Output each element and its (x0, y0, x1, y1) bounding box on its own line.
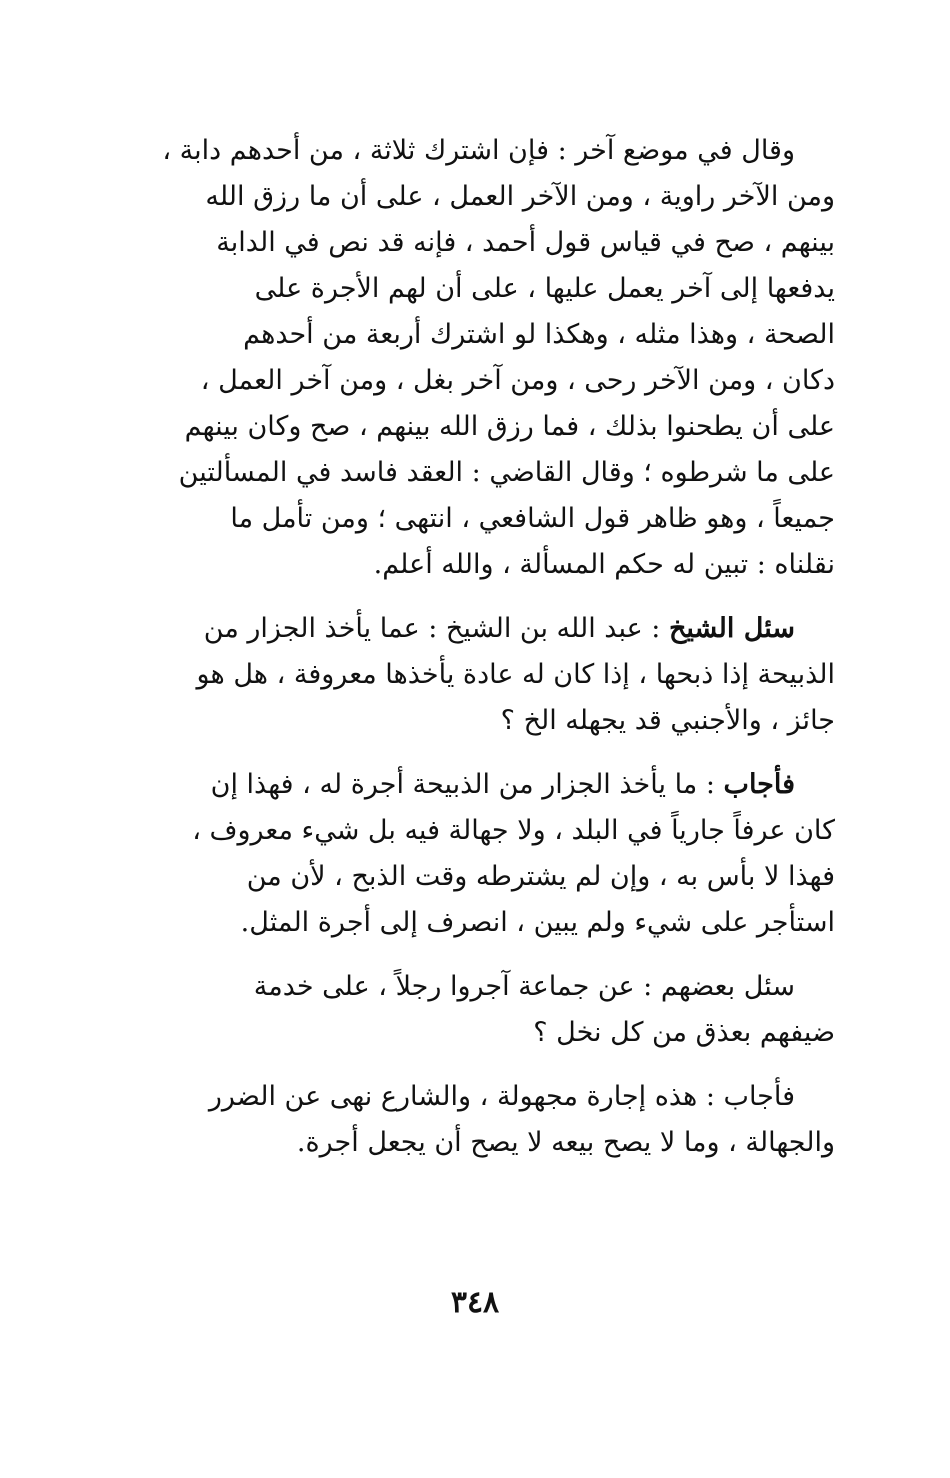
text-line: فهذا لا بأس به ، وإن لم يشترطه وقت الذبح ، لأن من (246, 861, 835, 892)
paragraph-gap (95, 588, 835, 606)
page-number: ٣٤٨ (450, 1285, 500, 1320)
text-line: ومن الآخر راوية ، ومن الآخر العمل ، على أن ما رزق الله (205, 181, 835, 212)
text-line: على أن يطحنوا بذلك ، فما رزق الله بينهم ، صح وكان بينهم (184, 411, 835, 442)
paragraph-gap (95, 1056, 835, 1074)
text-line: سئل بعضهم : عن جماعة آجروا رجلاً ، على خدمة (253, 971, 795, 1002)
text-line (95, 606, 835, 652)
text-line: وقال في موضع آخر : فإن اشترك ثلاثة ، من أحدهم دابة ، (162, 135, 795, 166)
text-line: بينهم ، صح في قياس قول أحمد ، فإنه قد نص في الدابة (216, 227, 835, 258)
text-line: كان عرفاً جارياً في البلد ، ولا جهالة فيه بل شيء معروف ، (192, 815, 835, 846)
text-line: نقلناه : تبين له حكم المسألة ، والله أعلم. (373, 549, 835, 580)
text-line: استأجر على شيء ولم يبين ، انصرف إلى أجرة المثل. (240, 907, 835, 938)
text-line: جائز ، والأجنبي قد يجهله الخ ؟ (500, 705, 835, 736)
text-line: على ما شرطوه ؛ وقال القاضي : العقد فاسد في المسألتين (178, 457, 835, 488)
text-line: دكان ، ومن الآخر رحى ، ومن آخر بغل ، ومن آخر العمل ، (200, 365, 835, 396)
text-line: الذبيحة إذا ذبحها ، إذا كان له عادة يأخذها معروفة ، هل هو (196, 659, 835, 690)
text-line: والجهالة ، وما لا يصح بيعه لا يصح أن يجعل أجرة. (296, 1127, 835, 1158)
paragraph-gap (95, 946, 835, 964)
paragraph-1 (95, 128, 835, 588)
paragraph-gap (95, 744, 835, 762)
text-line: جميعاً ، وهو ظاهر قول الشافعي ، انتهى ؛ ومن تأمل ما (230, 503, 835, 534)
paragraph-5 (95, 1074, 835, 1166)
paragraph-3 (95, 762, 835, 946)
paragraph-lead: فأجاب (723, 769, 795, 800)
paragraph-lead: سئل الشيخ (668, 613, 795, 644)
text-line: ضيفهم بعذق من كل نخل ؟ (533, 1017, 835, 1048)
paragraph-4 (95, 964, 835, 1056)
paragraph-2 (95, 606, 835, 744)
text-line (95, 762, 835, 808)
text-line: فأجاب : هذه إجارة مجهولة ، والشارع نهى عن الضرر (208, 1081, 795, 1112)
text-line-rest: : ما يأخذ الجزار من الذبيحة أجرة له ، فهذا إن (210, 769, 724, 800)
text-line-rest: : عبد الله بن الشيخ : عما يأخذ الجزار من (203, 613, 669, 644)
page-content (95, 128, 835, 1166)
text-line: الصحة ، وهذا مثله ، وهكذا لو اشترك أربعة من أحدهم (243, 319, 835, 350)
text-line: يدفعها إلى آخر يعمل عليها ، على أن لهم الأجرة على (254, 273, 835, 304)
